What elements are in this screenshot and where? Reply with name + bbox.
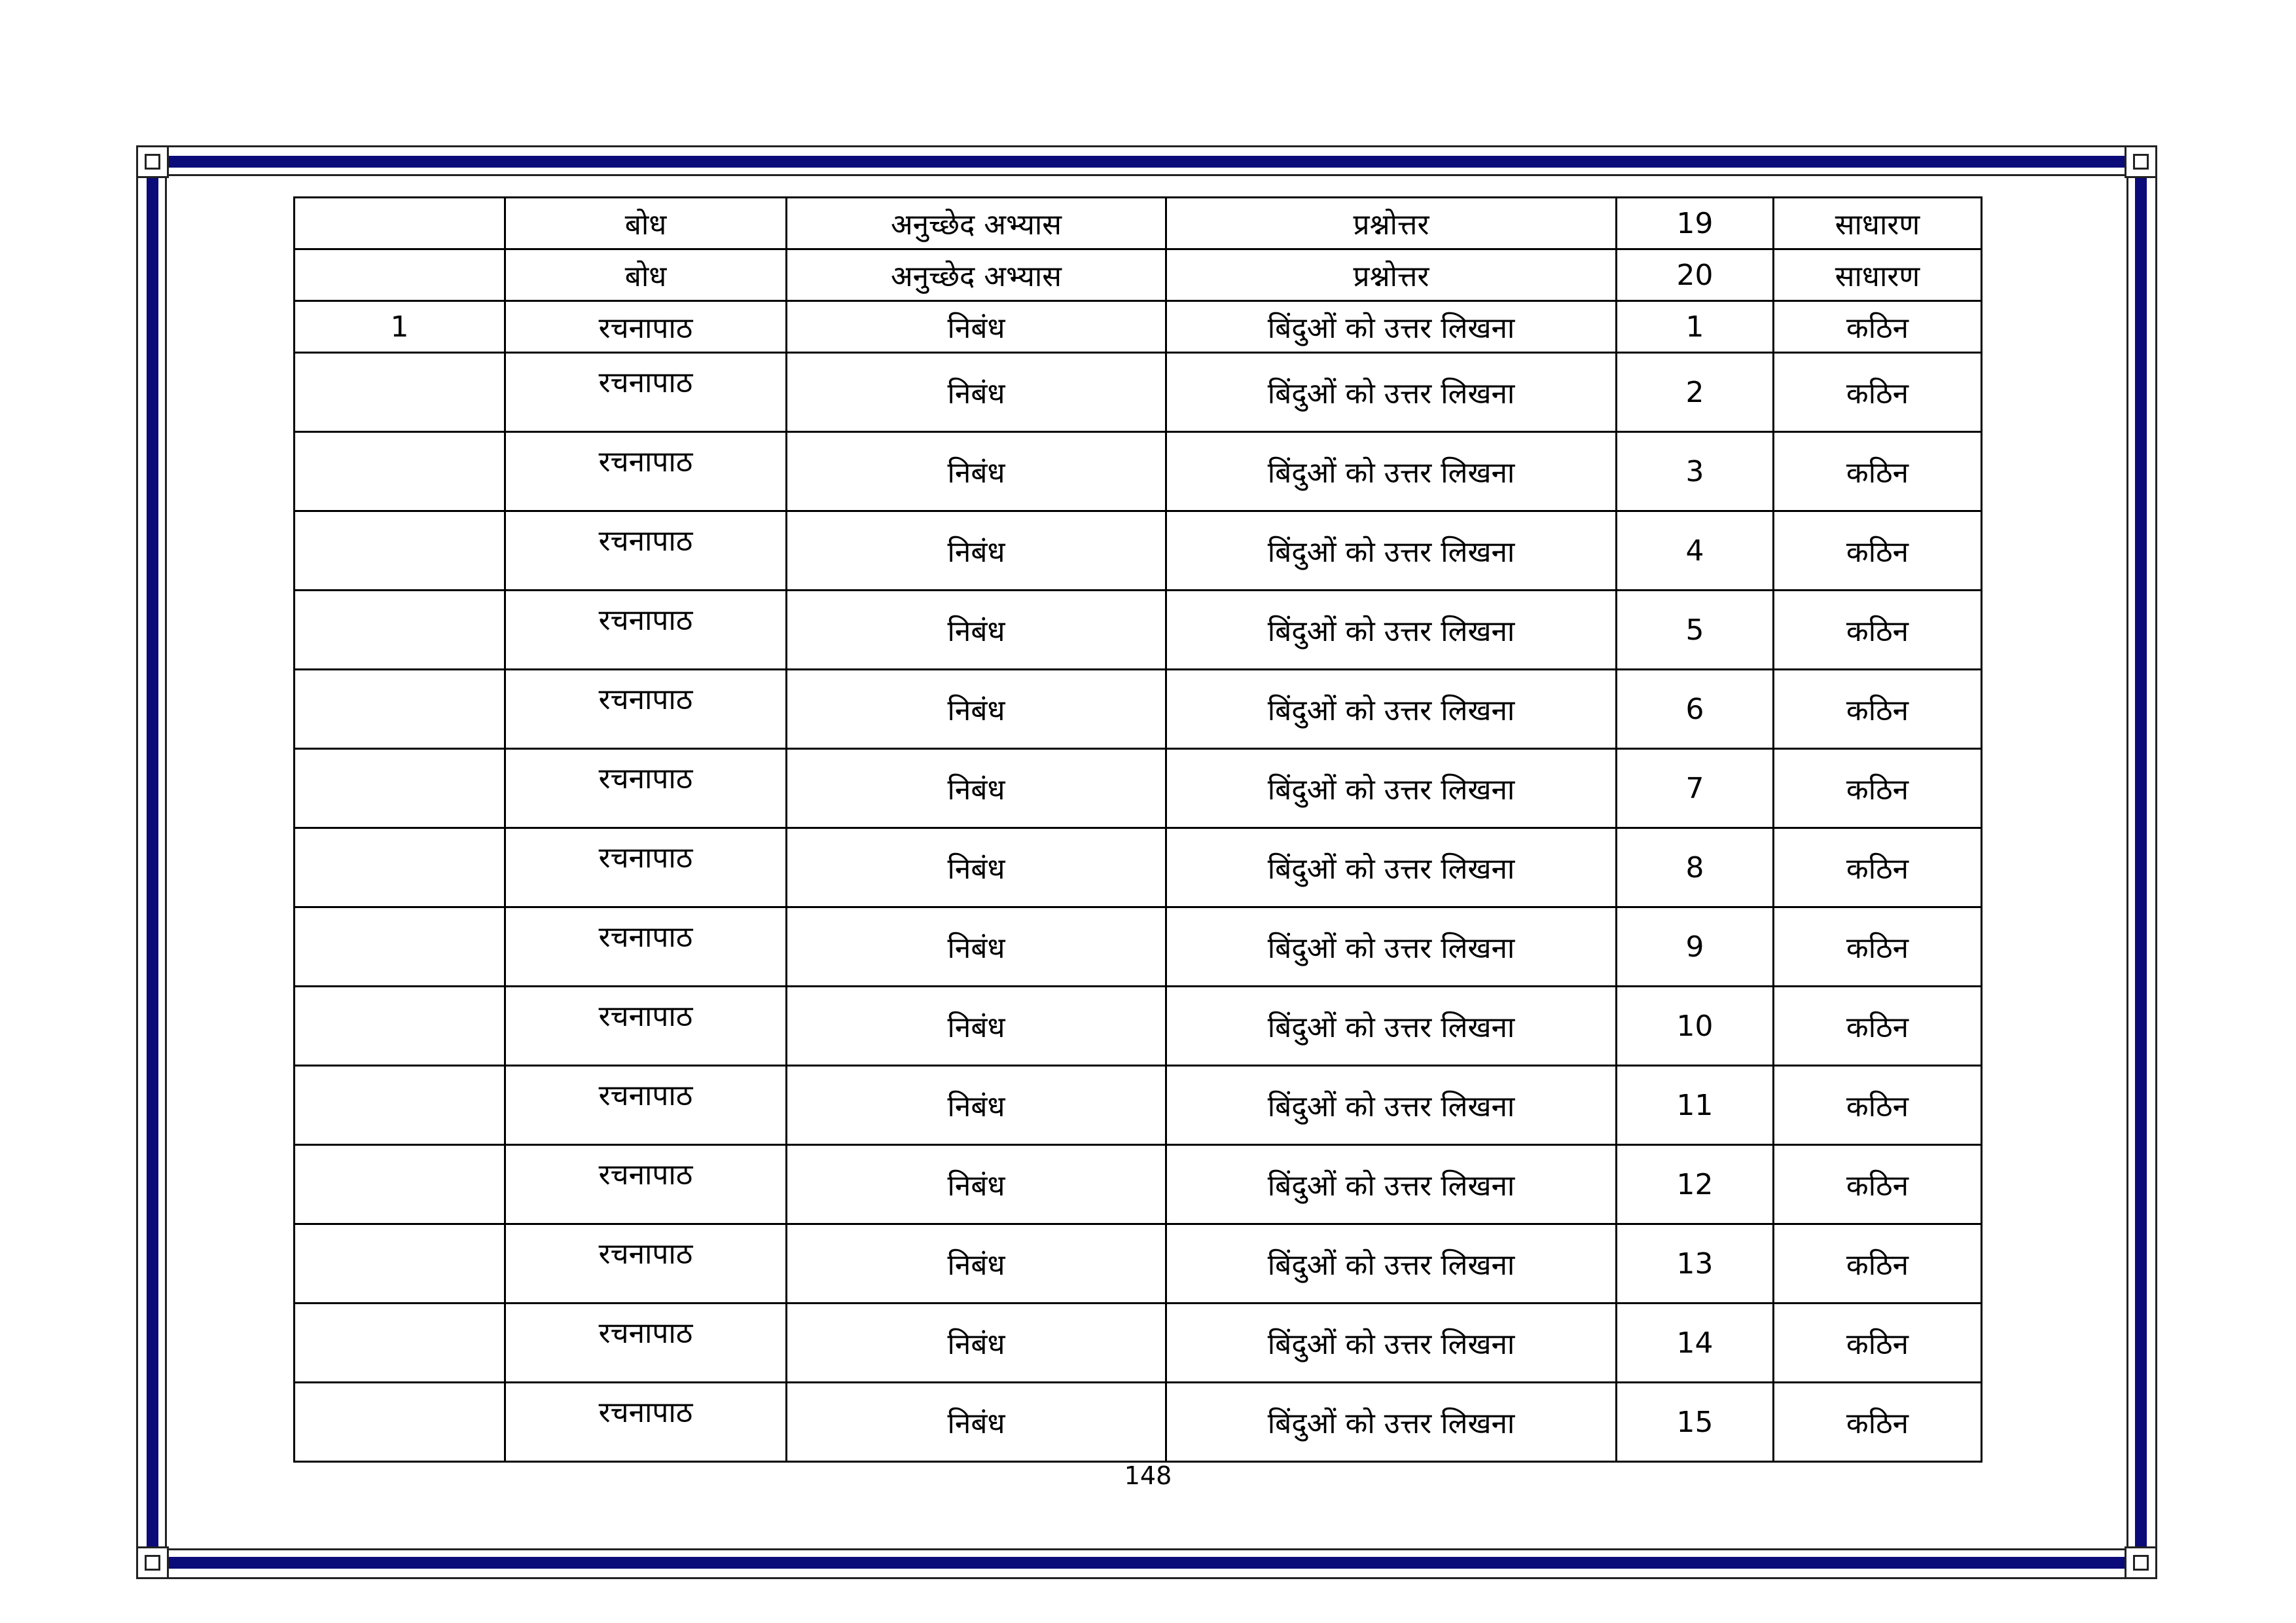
cell-skill: बिंदुओं को उत्तर लिखना [1166,987,1617,1066]
table-row [295,1304,1982,1383]
page-number: 148 [1124,1461,1172,1490]
cell-topic: निबंध [787,511,1166,591]
table-row [295,249,1982,301]
table-row [295,432,1982,511]
cell-topic: निबंध [787,432,1166,511]
border-corner-bottom-left [136,1546,169,1579]
cell-qno: 13 [1617,1224,1774,1304]
cell-skill: बिंदुओं को उत्तर लिखना [1166,1304,1617,1383]
cell-qno: 8 [1617,828,1774,907]
cell-level: कठिन [1774,1304,1982,1383]
cell-qno: 7 [1617,749,1774,828]
cell-topic: निबंध [787,907,1166,987]
cell-area: रचनापाठ [505,1145,787,1224]
table-row [295,301,1982,353]
cell-qno: 3 [1617,432,1774,511]
cell-skill: बिंदुओं को उत्तर लिखना [1166,670,1617,749]
cell-sno [295,249,505,301]
cell-topic: निबंध [787,301,1166,353]
cell-topic: निबंध [787,828,1166,907]
cell-sno [295,1145,505,1224]
cell-level: कठिन [1774,353,1982,432]
cell-area: रचनापाठ [505,432,787,511]
cell-area: रचनापाठ [505,907,787,987]
cell-skill: बिंदुओं को उत्तर लिखना [1166,511,1617,591]
table-row [295,353,1982,432]
cell-topic: निबंध [787,1224,1166,1304]
table-body [295,198,1982,1462]
cell-topic: निबंध [787,987,1166,1066]
cell-skill: बिंदुओं को उत्तर लिखना [1166,301,1617,353]
table-row [295,1066,1982,1145]
cell-sno [295,907,505,987]
cell-level: कठिन [1774,670,1982,749]
cell-skill: बिंदुओं को उत्तर लिखना [1166,1145,1617,1224]
cell-level: साधारण [1774,198,1982,249]
table-row [295,749,1982,828]
cell-skill: बिंदुओं को उत्तर लिखना [1166,353,1617,432]
table-row [295,907,1982,987]
cell-skill: बिंदुओं को उत्तर लिखना [1166,907,1617,987]
cell-sno [295,1224,505,1304]
cell-qno: 15 [1617,1383,1774,1462]
cell-area: रचनापाठ [505,1383,787,1462]
cell-topic: अनुच्छेद अभ्यास [787,198,1166,249]
cell-skill: बिंदुओं को उत्तर लिखना [1166,1383,1617,1462]
cell-qno: 1 [1617,301,1774,353]
cell-sno [295,987,505,1066]
cell-skill: बिंदुओं को उत्तर लिखना [1166,432,1617,511]
cell-skill: प्रश्नोत्तर [1166,249,1617,301]
cell-skill: बिंदुओं को उत्तर लिखना [1166,749,1617,828]
cell-qno: 10 [1617,987,1774,1066]
table-row [295,198,1982,249]
cell-qno: 11 [1617,1066,1774,1145]
cell-skill: बिंदुओं को उत्तर लिखना [1166,1066,1617,1145]
cell-sno [295,1066,505,1145]
cell-area: रचनापाठ [505,828,787,907]
cell-sno [295,198,505,249]
cell-skill: बिंदुओं को उत्तर लिखना [1166,591,1617,670]
cell-topic: निबंध [787,670,1166,749]
cell-topic: निबंध [787,1066,1166,1145]
cell-topic: निबंध [787,749,1166,828]
cell-sno [295,1383,505,1462]
cell-qno: 20 [1617,249,1774,301]
cell-qno: 14 [1617,1304,1774,1383]
cell-skill: बिंदुओं को उत्तर लिखना [1166,1224,1617,1304]
cell-level: कठिन [1774,1145,1982,1224]
cell-area: रचनापाठ [505,591,787,670]
cell-qno: 4 [1617,511,1774,591]
cell-sno [295,432,505,511]
cell-level: कठिन [1774,432,1982,511]
cell-qno: 12 [1617,1145,1774,1224]
cell-level: कठिन [1774,511,1982,591]
cell-area: रचनापाठ [505,1224,787,1304]
cell-sno [295,749,505,828]
cell-area: रचनापाठ [505,1066,787,1145]
cell-area: रचनापाठ [505,1304,787,1383]
cell-sno [295,353,505,432]
blueprint-table [293,196,1982,1463]
table-row [295,828,1982,907]
table-row [295,987,1982,1066]
cell-level: कठिन [1774,828,1982,907]
cell-qno: 6 [1617,670,1774,749]
cell-topic: निबंध [787,1145,1166,1224]
cell-level: कठिन [1774,1066,1982,1145]
table-row [295,1145,1982,1224]
cell-qno: 5 [1617,591,1774,670]
cell-topic: निबंध [787,1383,1166,1462]
cell-sno: 1 [295,301,505,353]
cell-topic: निबंध [787,1304,1166,1383]
cell-level: कठिन [1774,907,1982,987]
cell-sno [295,670,505,749]
cell-level: कठिन [1774,301,1982,353]
border-corner-top-left [136,145,169,178]
cell-qno: 2 [1617,353,1774,432]
cell-area: रचनापाठ [505,749,787,828]
cell-area: रचनापाठ [505,511,787,591]
cell-area: रचनापाठ [505,987,787,1066]
table-row [295,1224,1982,1304]
cell-area: रचनापाठ [505,301,787,353]
border-corner-top-right [2125,145,2157,178]
cell-sno [295,511,505,591]
cell-area: रचनापाठ [505,353,787,432]
cell-topic: अनुच्छेद अभ्यास [787,249,1166,301]
cell-level: कठिन [1774,749,1982,828]
cell-area: रचनापाठ [505,670,787,749]
cell-level: कठिन [1774,987,1982,1066]
cell-level: कठिन [1774,591,1982,670]
cell-qno: 19 [1617,198,1774,249]
cell-topic: निबंध [787,591,1166,670]
cell-skill: बिंदुओं को उत्तर लिखना [1166,828,1617,907]
cell-sno [295,828,505,907]
cell-level: साधारण [1774,249,1982,301]
cell-sno [295,1304,505,1383]
cell-topic: निबंध [787,353,1166,432]
cell-level: कठिन [1774,1224,1982,1304]
cell-level: कठिन [1774,1383,1982,1462]
cell-qno: 9 [1617,907,1774,987]
cell-area: बोध [505,249,787,301]
cell-skill: प्रश्नोत्तर [1166,198,1617,249]
table-row [295,1383,1982,1462]
cell-area: बोध [505,198,787,249]
cell-sno [295,591,505,670]
table-row [295,591,1982,670]
table-row [295,670,1982,749]
table-row [295,511,1982,591]
border-corner-bottom-right [2125,1546,2157,1579]
